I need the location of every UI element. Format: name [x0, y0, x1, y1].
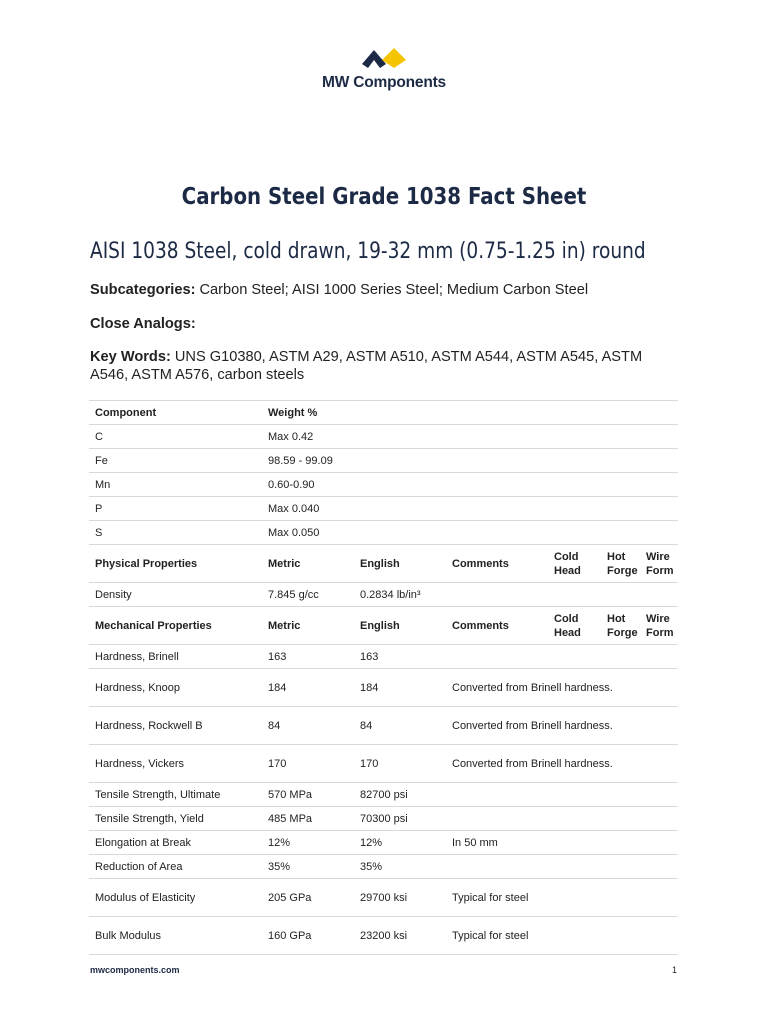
table-cell: Elongation at Break: [89, 831, 262, 855]
key-words-value: UNS G10380, ASTM A29, ASTM A510, ASTM A544, ASTM A545, ASTM A546, ASTM A576, carbon steels: [90, 349, 643, 383]
table-cell: 0.60-0.90: [262, 473, 678, 497]
table-cell: Wire Form: [640, 607, 678, 645]
subcategories-value: Carbon Steel; AISI 1000 Series Steel; Medium Carbon Steel: [195, 282, 589, 298]
table-cell: Hardness, Vickers: [89, 745, 262, 783]
close-analogs: [90, 315, 670, 333]
brand-name: MW Components: [322, 74, 446, 91]
subcategories-label: Subcategories:: [90, 282, 196, 298]
table-cell: 485 MPa: [262, 807, 354, 831]
table-cell: [446, 645, 678, 669]
table-cell: Typical for steel: [446, 917, 678, 955]
table-cell: Hardness, Rockwell B: [89, 707, 262, 745]
table-cell: Cold Head: [548, 545, 601, 583]
table-cell: 163: [262, 645, 354, 669]
table-cell: [446, 783, 678, 807]
table-cell: Converted from Brinell hardness.: [446, 669, 678, 707]
table-cell: 570 MPa: [262, 783, 354, 807]
mechanical-row: [89, 917, 678, 955]
table-cell: Hot Forge: [601, 545, 640, 583]
footer-site: mwcomponents.com: [90, 965, 180, 975]
table-cell: Mechanical Properties: [89, 607, 262, 645]
mechanical-row: [89, 855, 678, 879]
table-cell: Max 0.040: [262, 497, 678, 521]
table-cell: Typical for steel: [446, 879, 678, 917]
table-cell: Metric: [262, 545, 354, 583]
key-words-label: Key Words:: [90, 349, 171, 365]
table-cell: 82700 psi: [354, 783, 446, 807]
properties-table: [89, 400, 678, 955]
composition-row: [89, 449, 678, 473]
table-cell: Density: [89, 583, 262, 607]
mechanical-header-row: [89, 607, 678, 645]
table-cell: Fe: [89, 449, 262, 473]
table-cell: P: [89, 497, 262, 521]
key-words: [90, 348, 670, 384]
table-cell: Weight %: [262, 401, 678, 425]
table-cell: 23200 ksi: [354, 917, 446, 955]
page-title: Carbon Steel Grade 1038 Fact Sheet: [181, 184, 587, 210]
table-cell: Tensile Strength, Ultimate: [89, 783, 262, 807]
table-cell: English: [354, 545, 446, 583]
table-cell: Comments: [446, 545, 548, 583]
mechanical-row: [89, 745, 678, 783]
physical-header-row: [89, 545, 678, 583]
table-cell: 184: [354, 669, 446, 707]
mechanical-row: [89, 783, 678, 807]
table-cell: Modulus of Elasticity: [89, 879, 262, 917]
table-cell: Reduction of Area: [89, 855, 262, 879]
composition-row: [89, 497, 678, 521]
composition-row: [89, 521, 678, 545]
subcategories: [90, 281, 670, 299]
table-cell: 84: [354, 707, 446, 745]
table-cell: 35%: [354, 855, 446, 879]
table-cell: Converted from Brinell hardness.: [446, 745, 678, 783]
table-cell: 70300 psi: [354, 807, 446, 831]
table-cell: 7.845 g/cc: [262, 583, 354, 607]
table-cell: Mn: [89, 473, 262, 497]
table-cell: Max 0.050: [262, 521, 678, 545]
table-cell: Physical Properties: [89, 545, 262, 583]
table-cell: Cold Head: [548, 607, 601, 645]
table-cell: Max 0.42: [262, 425, 678, 449]
table-cell: Tensile Strength, Yield: [89, 807, 262, 831]
table-cell: [446, 807, 678, 831]
footer-page-number: 1: [672, 965, 678, 975]
table-cell: Metric: [262, 607, 354, 645]
close-analogs-label: Close Analogs:: [90, 316, 196, 332]
table-cell: C: [89, 425, 262, 449]
table-cell: 184: [262, 669, 354, 707]
physical-row: [89, 583, 678, 607]
table-cell: 12%: [354, 831, 446, 855]
mechanical-row: [89, 807, 678, 831]
mechanical-row: [89, 669, 678, 707]
mechanical-row: [89, 645, 678, 669]
table-cell: Comments: [446, 607, 548, 645]
table-cell: 163: [354, 645, 446, 669]
table-cell: S: [89, 521, 262, 545]
mechanical-row: [89, 831, 678, 855]
table-cell: 205 GPa: [262, 879, 354, 917]
table-cell: [446, 855, 678, 879]
table-cell: Converted from Brinell hardness.: [446, 707, 678, 745]
table-cell: In 50 mm: [446, 831, 678, 855]
table-cell: Wire Form: [640, 545, 678, 583]
logo-mark-icon: [360, 46, 408, 70]
table-cell: 160 GPa: [262, 917, 354, 955]
table-cell: English: [354, 607, 446, 645]
page-subtitle: AISI 1038 Steel, cold drawn, 19-32 mm (0.75-1.25 in) round: [90, 238, 646, 264]
table-cell: 170: [354, 745, 446, 783]
table-cell: 0.2834 lb/in³: [354, 583, 446, 607]
composition-row: [89, 425, 678, 449]
table-cell: Bulk Modulus: [89, 917, 262, 955]
table-cell: 29700 ksi: [354, 879, 446, 917]
table-cell: 98.59 - 99.09: [262, 449, 678, 473]
table-cell: 35%: [262, 855, 354, 879]
composition-row: [89, 473, 678, 497]
brand-logo: [0, 46, 768, 92]
table-cell: Hot Forge: [601, 607, 640, 645]
table-cell: 84: [262, 707, 354, 745]
composition-header-row: [89, 401, 678, 425]
table-cell: 12%: [262, 831, 354, 855]
table-cell: Hardness, Brinell: [89, 645, 262, 669]
table-cell: 170: [262, 745, 354, 783]
mechanical-row: [89, 879, 678, 917]
table-cell: Component: [89, 401, 262, 425]
mechanical-row: [89, 707, 678, 745]
table-cell: [446, 583, 678, 607]
table-cell: Hardness, Knoop: [89, 669, 262, 707]
